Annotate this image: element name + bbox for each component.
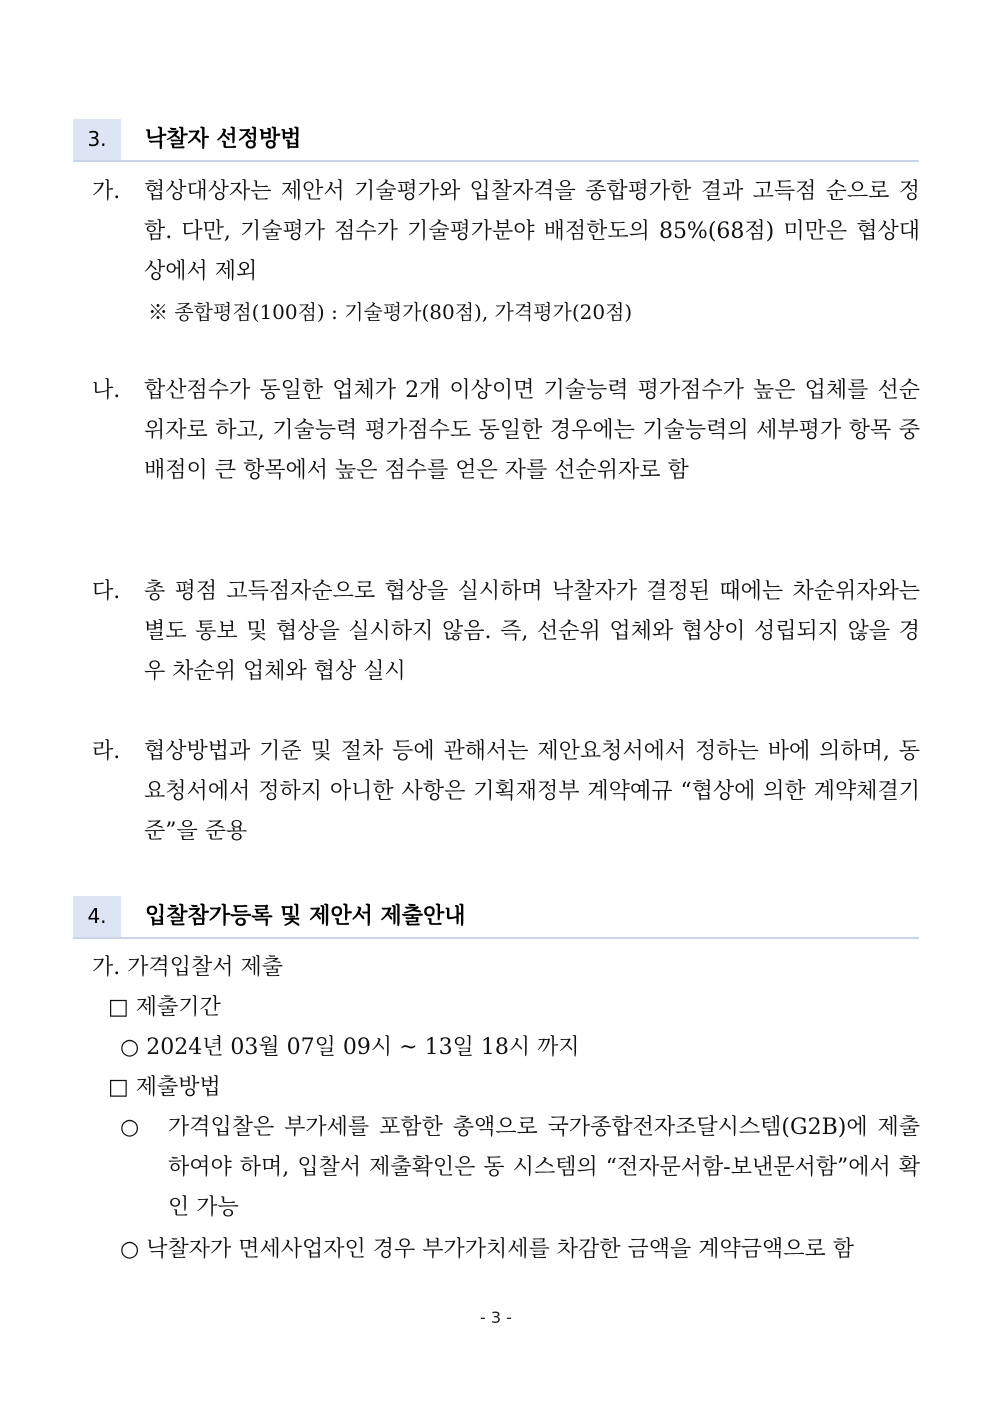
item-text: 협상대상자는 제안서 기술평가와 입찰자격을 종합평가한 결과 고득점 순으로 정함. 다만, 기술평가 점수가 기술평가분야 배점한도의 85%(68점) 미만은 협상대상에서 제외 [144,179,920,284]
section-4-number: 4. [73,896,121,937]
section-3-number: 3. [73,119,121,160]
checkbox-square-icon: □ [108,995,129,1020]
item-note: ※ 종합평점(100점) : 기술평가(80점), 가격평가(20점) [148,300,633,324]
group-submission-period [108,988,221,1028]
section-3-item-na [92,371,920,491]
group-submission-method [108,1068,221,1108]
item-marker: 가. [92,179,121,204]
item-text: 총 평점 고득점자순으로 협상을 실시하며 낙찰자가 결정된 때에는 차순위자와는 별도 통보 및 협상을 실시하지 않음. 즉, 선순위 업체와 협상이 성립되지 않을 경우 차순위 업체와 협상 실시 [144,579,920,684]
item-marker: 다. [92,579,121,604]
group-label: 제출방법 [135,1075,221,1100]
circle-bullet-icon: ○ [120,1237,140,1262]
item-text: 협상방법과 기준 및 절차 등에 관해서는 제안요청서에서 정하는 바에 의하며, 동 요청서에서 정하지 아니한 사항은 기획재정부 계약예규 “협상에 의한 계약체결기준”을 준용 [144,739,920,844]
section-3-item-ra [92,732,920,852]
section-4-header [73,896,919,939]
section-3-item-da [92,572,920,692]
page-number: - 3 - [480,1308,512,1327]
item-marker: 나. [92,378,121,403]
bullet-text: 2024년 03월 07일 09시 ~ 13일 18시 까지 [146,1035,580,1060]
item-marker: 라. [92,739,121,764]
circle-bullet-icon: ○ [120,1035,140,1060]
bullet-price-bid [110,1108,920,1228]
section-4-title: 입찰참가등록 및 제안서 제출안내 [145,904,466,929]
bullet-text: 가격입찰은 부가세를 포함한 총액으로 국가종합전자조달시스템(G2B)에 제출하여야 하며, 입찰서 제출확인은 동 시스템의 “전자문서함-보낸문서함”에서 확인 가능 [168,1115,920,1220]
section-3-item-ga [92,172,920,332]
subsection-marker: 가. [92,955,121,980]
circle-bullet-icon: ○ [120,1115,140,1140]
checkbox-square-icon: □ [108,1075,129,1100]
group-label: 제출기간 [135,995,221,1020]
section-3-header [73,119,919,162]
subsection-title: 가격입찰서 제출 [127,955,284,980]
bullet-tax-exempt [120,1230,854,1270]
section-3-title: 낙찰자 선정방법 [145,127,302,152]
bullet-submission-period [120,1028,580,1068]
bullet-text: 낙찰자가 면세사업자인 경우 부가가치세를 차감한 금액을 계약금액으로 함 [146,1237,854,1262]
subsection-ga [92,948,283,988]
item-text: 합산점수가 동일한 업체가 2개 이상이면 기술능력 평가점수가 높은 업체를 선순위자로 하고, 기술능력 평가점수도 동일한 경우에는 기술능력의 세부평가 항목 중 배점이 큰 항목에서 높은 점수를 얻은 자를 선순위자로 함 [144,378,920,483]
